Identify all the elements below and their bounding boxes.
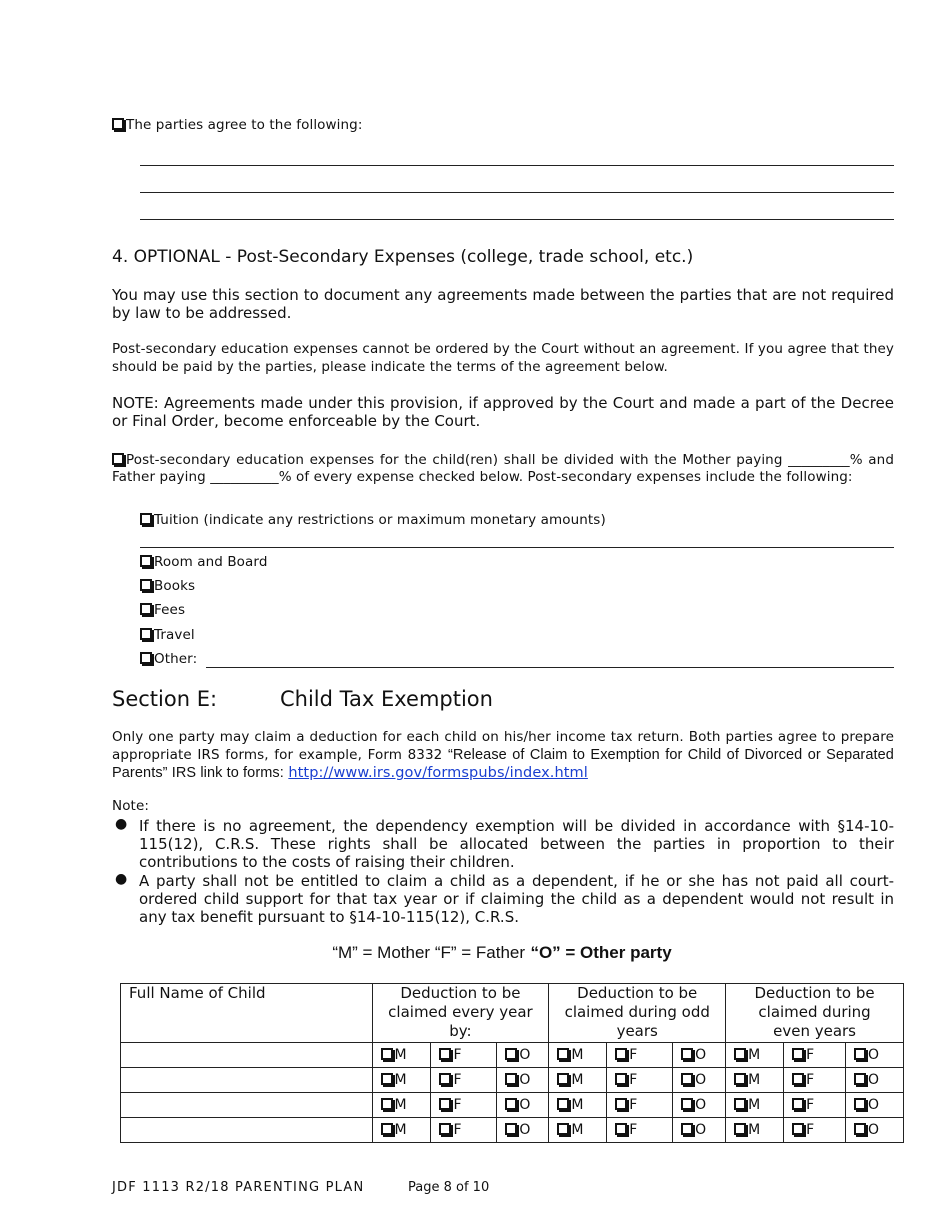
sectionE-label: Section E: [112, 687, 218, 711]
footer-page-number: Page 8 of 10 [408, 1180, 490, 1195]
label-m: M [748, 1047, 761, 1063]
every-m-cell[interactable] [372, 1043, 431, 1068]
even-m-cell[interactable] [726, 1093, 784, 1118]
checkbox-odd-o[interactable] [681, 1123, 693, 1135]
odd-f-cell[interactable] [607, 1093, 673, 1118]
agree-line-3[interactable] [140, 219, 894, 220]
checkbox-even-o[interactable] [854, 1123, 866, 1135]
irs-forms-link[interactable]: http://www.irs.gov/formspubs/index.html [288, 765, 588, 781]
every-f-cell[interactable] [431, 1118, 497, 1143]
checkbox-even-f[interactable] [792, 1048, 804, 1060]
room-option[interactable] [140, 554, 268, 570]
agree-line-1[interactable] [140, 165, 894, 166]
label-f: F [629, 1097, 638, 1113]
checkbox-odd-m[interactable] [557, 1048, 569, 1060]
even-m-cell[interactable] [726, 1043, 784, 1068]
legend [0, 943, 950, 963]
checkbox-every-m[interactable] [381, 1048, 393, 1060]
checkbox-every-f[interactable] [439, 1123, 451, 1135]
label-o: O [867, 1122, 880, 1138]
label-o: O [867, 1072, 880, 1088]
checkbox-odd-m[interactable] [557, 1123, 569, 1135]
every-o-cell[interactable] [497, 1118, 549, 1143]
label-m: M [394, 1122, 407, 1138]
label-o: O [695, 1122, 707, 1138]
label-m: M [394, 1097, 407, 1113]
fees-label: Fees [154, 602, 186, 618]
label-f: F [453, 1047, 462, 1063]
checkbox-every-o[interactable] [505, 1073, 517, 1085]
label-f: F [453, 1072, 462, 1088]
header-even-years: Deduction to be claimed during even years [726, 984, 904, 1043]
label-f: F [629, 1122, 638, 1138]
tuition-option[interactable] [140, 512, 606, 528]
odd-m-cell[interactable] [549, 1043, 607, 1068]
checkbox-every-f[interactable] [439, 1073, 451, 1085]
label-f: F [629, 1047, 638, 1063]
even-m-cell[interactable] [726, 1118, 784, 1143]
checkbox-even-m[interactable] [734, 1073, 746, 1085]
label-m: M [748, 1072, 761, 1088]
label-o: O [519, 1072, 531, 1088]
fees-option[interactable] [140, 602, 185, 618]
label-o: O [519, 1122, 531, 1138]
label-m: M [571, 1072, 584, 1088]
child-name-cell[interactable] [121, 1043, 373, 1068]
every-f-cell[interactable] [431, 1093, 497, 1118]
legend-o: “O” = Other party [530, 943, 672, 962]
checkbox-every-f[interactable] [439, 1048, 451, 1060]
other-label: Other: [154, 651, 198, 667]
table-row [121, 1093, 904, 1118]
sectionE-paragraph [112, 728, 894, 782]
label-m: M [748, 1122, 761, 1138]
even-o-cell[interactable] [845, 1043, 903, 1068]
footer-form-id: JDF 1113 R2/18 PARENTING PLAN [112, 1180, 365, 1195]
header-every-year: Deduction to be claimed every year by: [372, 984, 549, 1043]
even-o-cell[interactable] [845, 1093, 903, 1118]
label-o: O [695, 1097, 707, 1113]
every-m-cell[interactable] [372, 1093, 431, 1118]
section4-note: NOTE: Agreements made under this provision, if approved by the Court and made a part of the Decree or Final Order, become enforceable by the Court. [112, 394, 894, 430]
division-line-2: Father paying __________% of every expense checked below. Post-secondary expenses include the following: [112, 469, 853, 485]
every-m-cell[interactable] [372, 1118, 431, 1143]
header-odd-years: Deduction to be claimed during odd years [549, 984, 726, 1043]
label-o: O [867, 1097, 880, 1113]
books-label: Books [154, 578, 196, 594]
odd-o-cell[interactable] [673, 1093, 726, 1118]
checkbox-even-o[interactable] [854, 1073, 866, 1085]
agree-line-2[interactable] [140, 192, 894, 193]
label-f: F [806, 1047, 815, 1063]
label-f: F [453, 1097, 462, 1113]
checkbox-division[interactable] [112, 453, 124, 465]
checkbox-every-m[interactable] [381, 1098, 393, 1110]
bullet-dot-1: ● [115, 816, 128, 832]
table-row [121, 1043, 904, 1068]
books-option[interactable] [140, 578, 195, 594]
bullet-2: A party shall not be entitled to claim a child as a dependent, if he or she has not paid all court-ordered child support for that tax year or if claiming the child as a dependent would not result in any tax benefit pursuant to §14-10-115(12), C.R.S. [139, 872, 894, 926]
checkbox-odd-o[interactable] [681, 1098, 693, 1110]
even-m-cell[interactable] [726, 1068, 784, 1093]
checkbox-odd-m[interactable] [557, 1098, 569, 1110]
other-option[interactable] [140, 651, 197, 667]
every-o-cell[interactable] [497, 1043, 549, 1068]
checkbox-room[interactable] [140, 555, 152, 567]
label-f: F [806, 1122, 815, 1138]
odd-o-cell[interactable] [673, 1118, 726, 1143]
odd-m-cell[interactable] [549, 1093, 607, 1118]
label-o: O [519, 1047, 531, 1063]
section4-heading: 4. OPTIONAL - Post-Secondary Expenses (college, trade school, etc.) [112, 247, 694, 267]
legend-mf: “M” = Mother “F” = Father [332, 943, 526, 962]
label-o: O [695, 1047, 707, 1063]
label-o: O [867, 1047, 880, 1063]
checkbox-even-m[interactable] [734, 1098, 746, 1110]
checkbox-every-f[interactable] [439, 1098, 451, 1110]
division-line-1: Post-secondary education expenses for the child(ren) shall be divided with the Mother paying _________% and [126, 452, 894, 468]
checkbox-books[interactable] [140, 579, 152, 591]
room-label: Room and Board [154, 554, 268, 570]
checkbox-odd-f[interactable] [615, 1098, 627, 1110]
even-f-cell[interactable] [784, 1118, 846, 1143]
other-line[interactable] [206, 667, 894, 668]
label-f: F [629, 1072, 638, 1088]
label-m: M [571, 1122, 584, 1138]
checkbox-every-o[interactable] [505, 1098, 517, 1110]
checkbox-odd-o[interactable] [681, 1048, 693, 1060]
label-m: M [748, 1097, 761, 1113]
bullet-1: If there is no agreement, the dependency exemption will be divided in accordance with §14-10-115(12), C.R.S. These rights shall be allocated between the parties in proportion to their contributions to the costs of raising their children. [139, 817, 894, 871]
label-f: F [806, 1072, 815, 1088]
odd-m-cell[interactable] [549, 1068, 607, 1093]
checkbox-every-m[interactable] [381, 1073, 393, 1085]
every-m-cell[interactable] [372, 1068, 431, 1093]
checkbox-even-f[interactable] [792, 1073, 804, 1085]
every-o-cell[interactable] [497, 1093, 549, 1118]
label-f: F [806, 1097, 815, 1113]
sectionE-title: Child Tax Exemption [280, 687, 493, 711]
checkbox-other[interactable] [140, 652, 152, 664]
checkbox-every-o[interactable] [505, 1123, 517, 1135]
every-f-cell[interactable] [431, 1068, 497, 1093]
checkbox-odd-f[interactable] [615, 1048, 627, 1060]
even-f-cell[interactable] [784, 1068, 846, 1093]
sectionE-paragraph-form: “Release of Claim to Exemption for Child of Divorced or Separated Parents” IRS link to forms: [112, 747, 894, 781]
travel-option[interactable] [140, 627, 195, 643]
section4-paragraph-2: Post-secondary education expenses cannot be ordered by the Court without an agreement. If you agree that they should be paid by the parties, please indicate the terms of the agreement below. [112, 341, 894, 375]
tuition-line[interactable] [140, 547, 894, 548]
table-row [121, 1068, 904, 1093]
odd-o-cell[interactable] [673, 1068, 726, 1093]
odd-f-cell[interactable] [607, 1118, 673, 1143]
checkbox-even-f[interactable] [792, 1123, 804, 1135]
checkbox-every-o[interactable] [505, 1048, 517, 1060]
sectionE-paragraph-text: Only one party may claim a deduction for each child on his/her income tax return. Both parties agree to prepare appropriate IRS forms, for example, Form 8332 [112, 729, 894, 763]
checkbox-fees[interactable] [140, 603, 152, 615]
child-name-cell[interactable] [121, 1068, 373, 1093]
even-o-cell[interactable] [845, 1068, 903, 1093]
header-child-name: Full Name of Child [121, 984, 373, 1043]
checkbox-odd-f[interactable] [615, 1073, 627, 1085]
label-m: M [571, 1097, 584, 1113]
label-m: M [394, 1047, 407, 1063]
label-o: O [519, 1097, 531, 1113]
division-option[interactable] [112, 452, 894, 485]
odd-o-cell[interactable] [673, 1043, 726, 1068]
checkbox-even-m[interactable] [734, 1123, 746, 1135]
table-header-row [121, 984, 904, 1043]
section4-paragraph-1: You may use this section to document any agreements made between the parties that are not required by law to be addressed. [112, 286, 894, 322]
bullet-dot-2: ● [115, 871, 128, 887]
travel-label: Travel [154, 627, 195, 643]
checkbox-even-f[interactable] [792, 1098, 804, 1110]
note-label: Note: [112, 798, 150, 814]
every-o-cell[interactable] [497, 1068, 549, 1093]
checkbox-even-m[interactable] [734, 1048, 746, 1060]
child-name-cell[interactable] [121, 1118, 373, 1143]
agree-label: The parties agree to the following: [126, 117, 363, 133]
checkbox-odd-f[interactable] [615, 1123, 627, 1135]
table-row [121, 1118, 904, 1143]
even-f-cell[interactable] [784, 1093, 846, 1118]
label-o: O [695, 1072, 707, 1088]
checkbox-even-o[interactable] [854, 1098, 866, 1110]
even-o-cell[interactable] [845, 1118, 903, 1143]
odd-f-cell[interactable] [607, 1068, 673, 1093]
child-name-cell[interactable] [121, 1093, 373, 1118]
label-m: M [571, 1047, 584, 1063]
label-m: M [394, 1072, 407, 1088]
checkbox-even-o[interactable] [854, 1048, 866, 1060]
odd-m-cell[interactable] [549, 1118, 607, 1143]
every-f-cell[interactable] [431, 1043, 497, 1068]
checkbox-tuition[interactable] [140, 513, 152, 525]
checkbox-agree[interactable] [112, 118, 124, 130]
agree-option[interactable] [112, 117, 363, 133]
label-f: F [453, 1122, 462, 1138]
checkbox-odd-o[interactable] [681, 1073, 693, 1085]
tax-exemption-table [120, 983, 904, 1143]
even-f-cell[interactable] [784, 1043, 846, 1068]
tuition-label: Tuition (indicate any restrictions or maximum monetary amounts) [154, 512, 606, 528]
checkbox-every-m[interactable] [381, 1123, 393, 1135]
checkbox-odd-m[interactable] [557, 1073, 569, 1085]
odd-f-cell[interactable] [607, 1043, 673, 1068]
checkbox-travel[interactable] [140, 628, 152, 640]
